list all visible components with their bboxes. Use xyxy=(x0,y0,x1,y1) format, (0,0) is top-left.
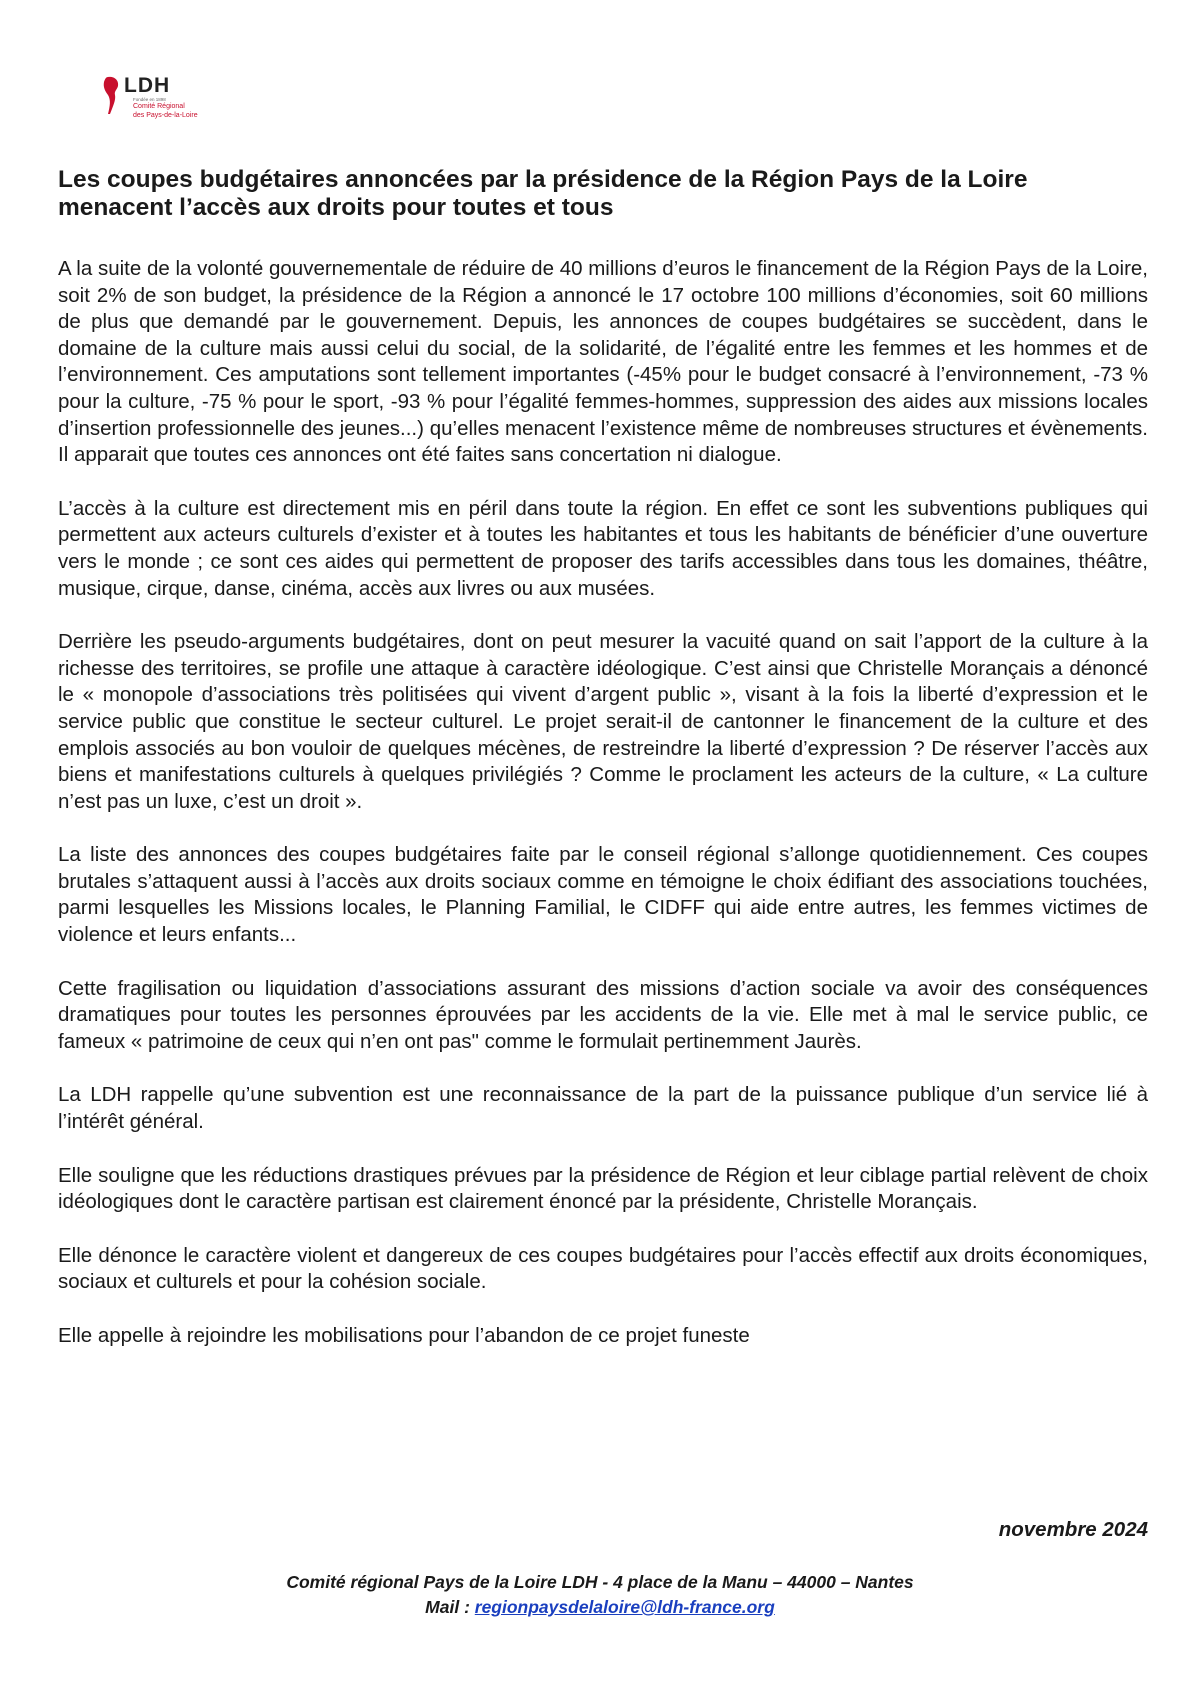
ldh-logo xyxy=(102,74,232,134)
document-date: novembre 2024 xyxy=(998,1518,1148,1541)
footer xyxy=(0,1570,1200,1620)
paragraph: Elle appelle à rejoindre les mobilisations pour l’abandon de ce projet funeste xyxy=(58,1324,750,1347)
document-body xyxy=(58,256,1148,1377)
paragraph: Elle dénonce le caractère violent et dangereux de ces coupes budgétaires pour l’accès effectif aux droits économiques, sociaux et culturels et pour la cohésion sociale. xyxy=(58,1243,1148,1294)
paragraph: La LDH rappelle qu’une subvention est une reconnaissance de la part de la puissance publique d’un service lié à l’intérêt général. xyxy=(58,1083,1148,1134)
paragraph: Cette fragilisation ou liquidation d’associations assurant des missions d’action sociale va avoir des conséquences dramatiques pour toutes les personnes éprouvées par les accidents de la vie. Elle met à mal le service public, ce fameux « patrimoine de ceux qui n’en ont pas" comme le formulait pertinemment Jaurès. xyxy=(58,976,1148,1053)
paragraph: Elle souligne que les réductions drastiques prévues par la présidence de Région et leur ciblage partial relèvent de choix idéologiques dont le caractère partisan est clairement énoncé par la présidente, Christelle Morançais. xyxy=(58,1163,1148,1214)
paragraph: Derrière les pseudo-arguments budgétaires, dont on peut mesurer la vacuité quand on sait l’apport de la culture à la richesse des territoires, se profile une attaque à caractère idéologique. C’est ainsi que Christelle Morançais a dénoncé le « monopole d’associations très politisées qui vivent d’argent public », visant à la fois la liberté d’expression et le service public que constitue le secteur culturel. Le projet serait-il de cantonner le financement de la culture et des emplois associés au bon vouloir de quelques mécènes, de restreindre la liberté d’expression ? De réserver l’accès aux biens et manifestations culturels à quelques privilégiés ? Comme le proclament les acteurs de la culture, « La culture n’est pas un luxe, c’est un droit ». xyxy=(58,630,1148,813)
footer-mail-label: Mail : xyxy=(425,1597,475,1617)
logo-subtitle-line2: des Pays-de-la-Loire xyxy=(133,111,198,119)
title-line-2: menacent l’accès aux droits pour toutes et tous xyxy=(58,194,614,221)
logo-subtitle xyxy=(133,100,198,120)
logo-text: LDH xyxy=(124,74,171,97)
footer-mail xyxy=(0,1595,1200,1620)
logo-subtitle-line1: Comité Régional xyxy=(133,103,185,110)
footer-address: Comité régional Pays de la Loire LDH - 4 place de la Manu – 44000 – Nantes xyxy=(286,1572,914,1592)
ldh-logo-mark-icon xyxy=(102,76,122,116)
paragraph: La liste des annonces des coupes budgétaires faite par le conseil régional s’allonge quotidiennement. Ces coupes brutales s’attaquent aussi à l’accès aux droits sociaux comme en témoigne le choix édifiant des associations touchées, parmi lesquelles les Missions locales, le Planning Familial, le CIDFF qui aide entre autres, les femmes victimes de violence et leurs enfants... xyxy=(58,843,1148,947)
paragraph: L’accès à la culture est directement mis en péril dans toute la région. En effet ce sont les subventions publiques qui permettent aux acteurs culturels d’exister et à toutes les habitantes et tous les habitants de bénéficier d’une ouverture vers le monde ; ce sont ces aides qui permettent de proposer des tarifs accessibles dans tous les domaines, théâtre, musique, cirque, danse, cinéma, accès aux livres ou aux musées. xyxy=(58,496,1148,600)
logo-founded: Fondée en 1898 xyxy=(133,97,166,102)
document-title xyxy=(58,166,1148,222)
email-link[interactable]: regionpaysdelaloire@ldh-france.org xyxy=(474,1597,775,1617)
paragraph: A la suite de la volonté gouvernementale de réduire de 40 millions d’euros le financement de la Région Pays de la Loire, soit 2% de son budget, la présidence de la Région a annoncé le 17 octobre 100 millions d’économies, soit 60 millions de plus que demandé par le gouvernement. Depuis, les annonces de coupes budgétaires se succèdent, dans le domaine de la culture mais aussi celui du social, de la solidarité, de l’égalité entre les femmes et les hommes et de l’environnement. Ces amputations sont tellement importantes (-45% pour le budget consacré à l’environnement, -73 % pour la culture, -75 % pour le sport, -93 % pour l’égalité femmes-hommes, suppression des aides aux missions locales d’insertion professionnelle des jeunes...) qu’elles menacent l’existence même de nombreuses structures et évènements. Il apparait que toutes ces annonces ont été faites sans concertation ni dialogue. xyxy=(58,257,1148,467)
title-line-1: Les coupes budgétaires annoncées par la présidence de la Région Pays de la Loire xyxy=(58,166,1028,193)
